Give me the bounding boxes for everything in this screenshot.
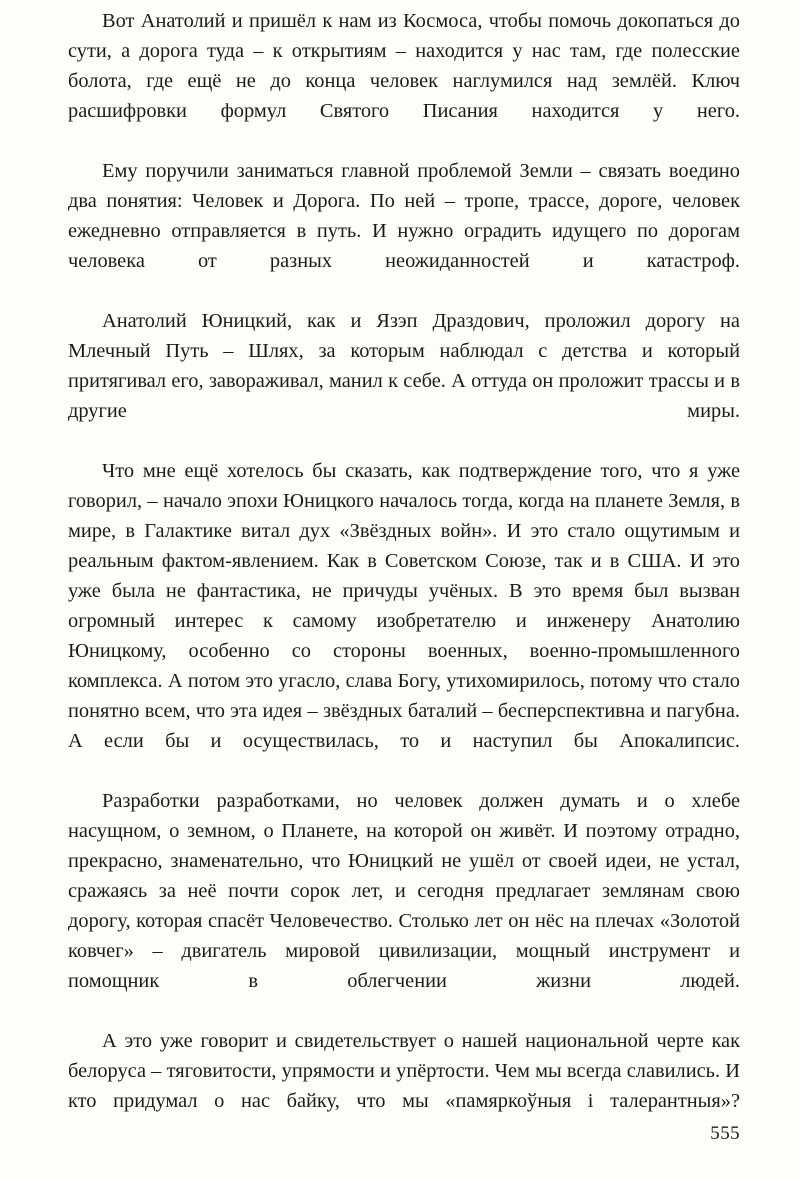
page-number: 555	[710, 1123, 740, 1144]
paragraph-3: Анатолий Юницкий, как и Язэп Драздович, проложил дорогу на Млечный Путь – Шлях, за которым наблюдал с детства и который притягивал его, завораживал, манил к себе. А оттуда он проложит трассы и в другие миры.	[68, 310, 740, 422]
paragraph-5: Разработки разработками, но человек должен думать и о хлебе насущном, о земном, о Планете, на которой он живёт. И поэтому отрадно, прекрасно, знаменательно, что Юницкий не ушёл от своей идеи, не устал, сражаясь за неё почти сорок лет, и сегодня предлагает землянам свою дорогу, которая спасёт Человечество. Столько лет он нёс на плечах «Золотой ковчег» – двигатель мировой цивилизации, мощный инструмент и помощник в облегчении жизни людей.	[68, 790, 740, 992]
paragraph-4: Что мне ещё хотелось бы сказать, как подтверждение того, что я уже говорил, – начало эпохи Юницкого началось тогда, когда на планете Земля, в мире, в Галактике витал дух «Звёздных войн». И это стало ощутимым и реальным фактом-явлением. Как в Советском Союзе, так и в США. И это уже была не фантастика, не причуды учёных. В это время был вызван огромный интерес к самому изобретателю и инженеру Анатолию Юницкому, особенно со стороны военных, военно-промышленного комплекса. А потом это угасло, слава Богу, утихомирилось, потому что стало понятно всем, что эта идея – звёздных баталий – бесперспективна и пагубна. А если бы и осуществилась, то и наступил бы Апокалипсис.	[68, 460, 740, 752]
paragraph-2: Ему поручили заниматься главной проблемой Земли – связать воедино два понятия: Человек и Дорога. По ней – тропе, трассе, дороге, человек ежедневно отправляется в путь. И нужно оградить идущего по дорогам человека от разных неожиданностей и катастроф.	[68, 160, 740, 272]
paragraph-1: Вот Анатолий и пришёл к нам из Космоса, чтобы помочь докопаться до сути, а дорога туда – к открытиям – находится у нас там, где полесские болота, где ещё не до конца человек наглумился над землёй. Ключ расшифровки формул Святого Писания находится у него.	[68, 10, 740, 122]
body-text-column	[68, 6, 740, 1146]
paragraph-6: А это уже говорит и свидетельствует о нашей национальной черте как белоруса – тяговитости, упрямости и упёртости. Чем мы всегда славились. И кто придумал о нас байку, что мы «памяркоўныя і талерантныя»?	[68, 1030, 740, 1112]
